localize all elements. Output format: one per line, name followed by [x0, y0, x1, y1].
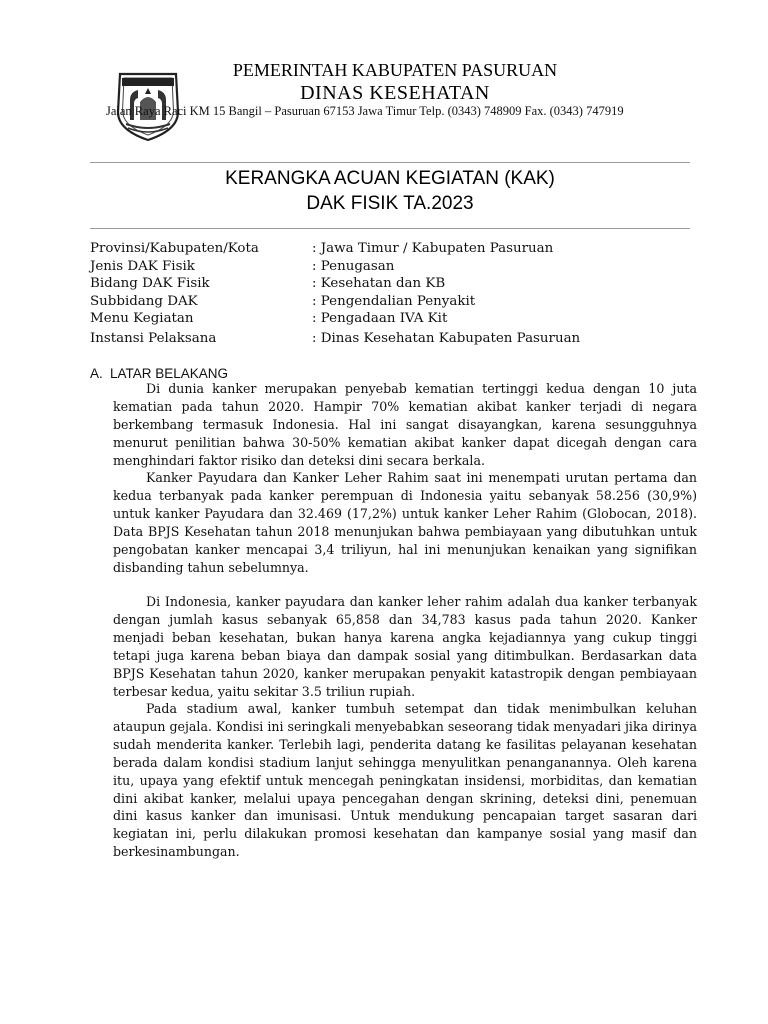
office-name: DINAS KESEHATAN: [300, 82, 490, 104]
office-address: Jalan Raya Raci KM 15 Bangil – Pasuruan 67153 Jawa Timur Telp. (0343) 748909 Fax. (0343) 747919: [106, 104, 624, 118]
meta-value: : Dinas Kesehatan Kabupaten Pasuruan: [312, 330, 581, 346]
meta-row: [90, 275, 710, 293]
meta-row: [90, 293, 710, 311]
section-title: LATAR BELAKANG: [110, 366, 229, 381]
meta-label: Bidang DAK Fisik: [90, 276, 210, 292]
meta-label: Jenis DAK Fisik: [90, 258, 195, 274]
paragraph: [113, 380, 697, 470]
meta-value: : Kesehatan dan KB: [312, 276, 446, 292]
document-subtitle: DAK FISIK TA.2023: [306, 193, 474, 214]
meta-row: [90, 310, 710, 328]
meta-label: Menu Kegiatan: [90, 311, 194, 327]
meta-value: : Penugasan: [312, 258, 395, 274]
meta-label: Provinsi/Kabupaten/Kota: [90, 241, 259, 256]
meta-label: Instansi Pelaksana: [90, 330, 217, 346]
paragraph-text: Pada stadium awal, kanker tumbuh setempat dan tidak menimbulkan keluhan ataupun gejala. Kondisi ini seringkali menyebabkan seseorang tidak menyadari jika dirinya sudah menderita kanker. Terlebih lagi, penderita datang ke fasilitas pelayanan kesehatan berada dalam kondisi stadium lanjut sehingga menyulitkan penanganannya. Oleh karena itu, upaya yang efektif untuk mencegah peningkatan insidensi, morbiditas, dan kematian dini akibat kanker, melalui upaya pencegahan dengan skrining, deteksi dini, penemuan dini kasus kanker dan imunisasi. Untuk mendukung pencapaian target sasaran dari kegiatan ini, perlu dilakukan promosi kesehatan dan kampanye sosial yang masif dan berkesinambungan.: [113, 701, 697, 860]
meta-row: [90, 258, 710, 276]
meta-value: : Pengendalian Penyakit: [312, 293, 476, 309]
document-title: KERANGKA ACUAN KEGIATAN (KAK): [225, 168, 555, 189]
paragraph: [113, 593, 697, 700]
meta-row: [90, 240, 710, 258]
paragraph-text: Di Indonesia, kanker payudara dan kanker leher rahim adalah dua kanker terbanyak dengan jumlah kasus sebanyak 65,858 dan 34,783 kasus pada tahun 2020. Kanker menjadi beban kesehatan, bukan hanya karena angka kejadiannya yang cukup tinggi tetapi juga karena beban biaya dan dampak sosial yang ditimbulkan. Berdasarkan data BPJS Kesehatan tahun 2020, kanker merupakan penyakit katastropik dengan pembiayaan terbesar kedua, yaitu sekitar 3.5 triliun rupiah.: [113, 594, 697, 699]
divider: [90, 228, 690, 229]
divider: [90, 162, 690, 163]
letterhead: [100, 54, 690, 134]
section-number: A.: [90, 366, 103, 381]
section-heading: [90, 366, 228, 381]
paragraph-text: Di dunia kanker merupakan penyebab kematian tertinggi kedua dengan 10 juta kematian pada tahun 2020. Hampir 70% kematian akibat kanker terjadi di negara berkembang termasuk Indonesia. Hal ini sangat disayangkan, karena sesungguhnya menurut penilitian bahwa 30-50% kematian akibat kanker dapat dicegah dengan cara menghindari faktor risiko dan deteksi dini secara berkala.: [113, 381, 697, 468]
meta-value: : Jawa Timur / Kabupaten Pasuruan: [312, 241, 554, 256]
logo-caption: KABUPATEN PASURUAN: [124, 66, 172, 71]
paragraph: [113, 700, 697, 861]
meta-label: Subbidang DAK: [90, 293, 198, 309]
meta-table: [90, 240, 710, 348]
paragraph: [113, 469, 697, 576]
paragraph-text: Kanker Payudara dan Kanker Leher Rahim saat ini menempati urutan pertama dan kedua terbanyak pada kanker perempuan di Indonesia yaitu sebanyak 58.256 (30,9%) untuk kanker Payudara dan 32.469 (17,2%) untuk kanker Leher Rahim (Globocan, 2018). Data BPJS Kesehatan tahun 2018 menunjukan bahwa pembiayaan yang dibutuhkan untuk pengobatan kanker mencapai 3,4 triliyun, hal ini menunjukan kenaikan yang signifikan disbanding tahun sebelumnya.: [113, 470, 697, 575]
government-name: PEMERINTAH KABUPATEN PASURUAN: [232, 60, 558, 80]
meta-row: [90, 330, 710, 348]
meta-value: : Pengadaan IVA Kit: [312, 311, 448, 327]
